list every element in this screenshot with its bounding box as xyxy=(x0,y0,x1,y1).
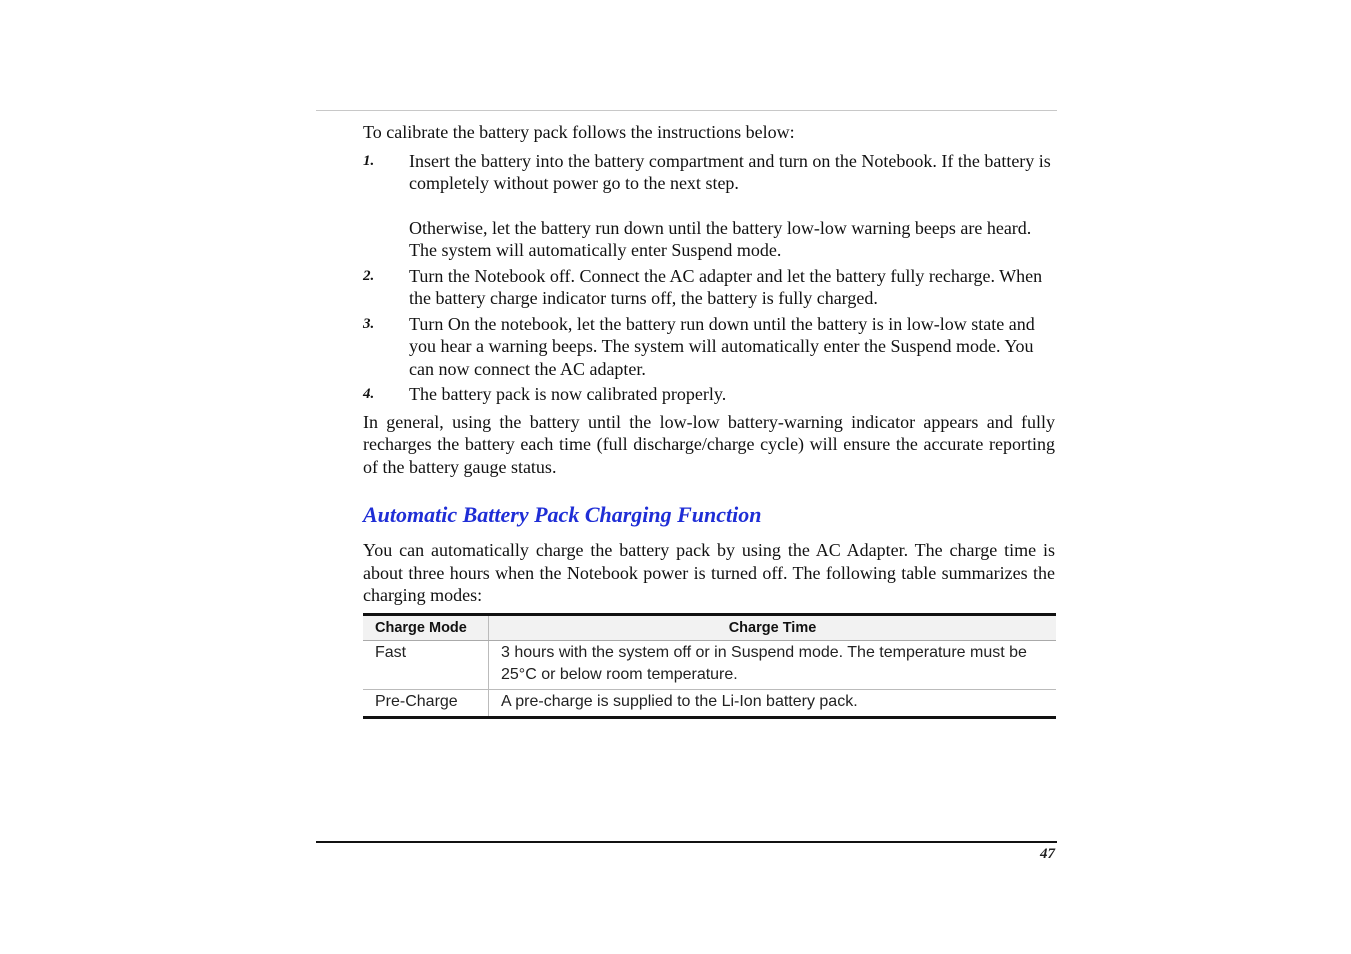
column-header-charge-time: Charge Time xyxy=(489,614,1057,640)
page-number: 47 xyxy=(1040,846,1055,862)
step-number: 1. xyxy=(363,152,375,169)
column-header-charge-mode: Charge Mode xyxy=(363,614,489,640)
step-text: The battery pack is now calibrated properly. xyxy=(409,384,727,404)
page-content xyxy=(363,121,1055,719)
step-item xyxy=(363,150,1055,262)
footer-rule xyxy=(316,841,1057,843)
step-item xyxy=(363,265,1055,310)
charge-mode-cell: Fast xyxy=(363,640,489,689)
section-paragraph: You can automatically charge the battery pack by using the AC Adapter. The charge time is about three hours when the Notebook power is turned off. The following table summarizes the charging modes: xyxy=(363,540,1055,605)
header-rule xyxy=(316,110,1057,111)
step-number: 3. xyxy=(363,315,375,332)
step-item xyxy=(363,313,1055,381)
step-item xyxy=(363,383,1055,406)
section-heading: Automatic Battery Pack Charging Function xyxy=(363,502,762,527)
step-text: Turn On the notebook, let the battery run down until the battery is in low-low state and you hear a warning beeps. The system will automatically enter the Suspend mode. You can now connect the AC adapter. xyxy=(409,313,1035,379)
step-number: 2. xyxy=(363,267,375,284)
charging-modes-table xyxy=(363,613,1056,719)
summary-paragraph: In general, using the battery until the low-low battery-warning indicator appears and fully recharges the battery each time (full discharge/charge cycle) will ensure the accurate reporting of the battery gauge status. xyxy=(363,411,1055,477)
charge-time-cell: A pre-charge is supplied to the Li-Ion battery pack. xyxy=(489,689,1057,717)
step-text: Insert the battery into the battery compartment and turn on the Notebook. If the battery is completely without power go to the next step. xyxy=(409,150,1051,193)
step-text: Turn the Notebook off. Connect the AC adapter and let the battery fully recharge. When the battery charge indicator turns off, the battery is fully charged. xyxy=(409,265,1043,308)
table-row xyxy=(363,640,1056,689)
charge-mode-cell: Pre-Charge xyxy=(363,689,489,717)
step-text: The system will automatically enter Suspend mode. xyxy=(409,240,782,260)
intro-text: To calibrate the battery pack follows the instructions below: xyxy=(363,122,795,142)
calibration-steps xyxy=(363,150,1055,406)
table-header-row xyxy=(363,614,1056,640)
table-row xyxy=(363,689,1056,717)
step-text: Otherwise, let the battery run down until the battery low-low warning beeps are heard. xyxy=(409,217,1032,238)
step-number: 4. xyxy=(363,386,375,402)
charge-time-cell: 3 hours with the system off or in Suspend mode. The temperature must be 25°C or below room temperature. xyxy=(489,640,1057,689)
